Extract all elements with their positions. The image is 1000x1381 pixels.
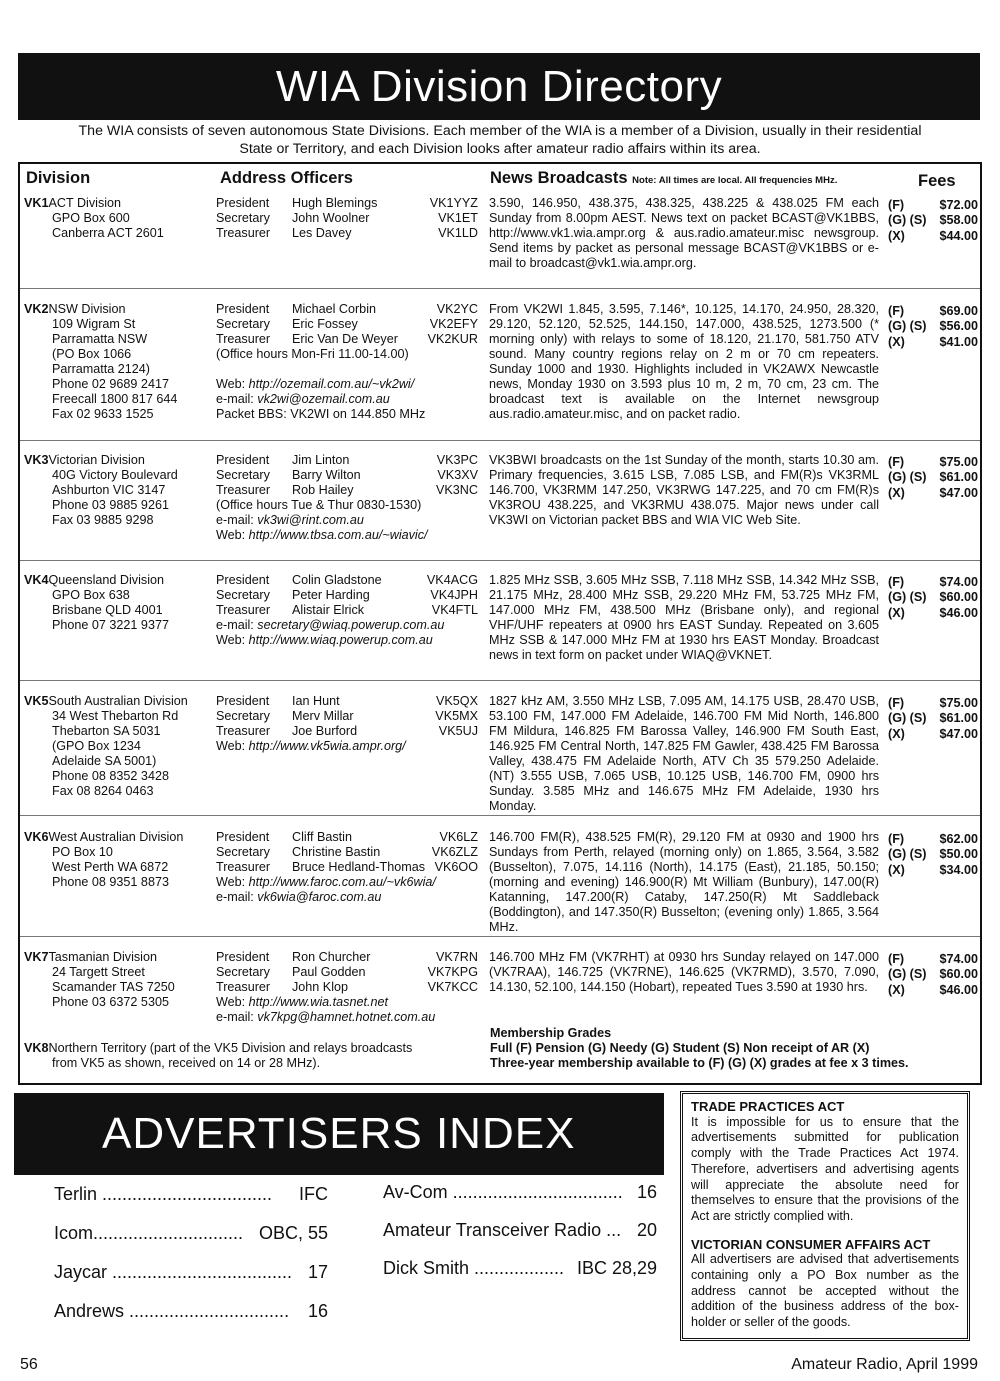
page-number: 56 bbox=[20, 1356, 38, 1373]
officer-role: President bbox=[216, 453, 270, 467]
contact-line[interactable]: Web: http://www.wia.tasnet.net bbox=[216, 995, 388, 1009]
fee-amount: $62.00 bbox=[939, 832, 978, 846]
officer-role: Treasurer bbox=[216, 980, 271, 994]
fee-row bbox=[888, 470, 978, 485]
division-officers bbox=[216, 830, 478, 905]
officer-row bbox=[216, 603, 478, 618]
news-broadcast-text: 1827 kHz AM, 3.550 MHz LSB, 7.095 AM, 14.175 USB, 28.470 USB, 53.100 FM, 147.000 FM Adelaide, 146.700 FM Mid North, 146.800 FM Mildura, 146.825 FM Barossa Valley, 146.900 FM South East, 146.925 FM Central North, 147.825 FM Gawler, 438.425 FM Barossa Valley, 438.475 FM Adelaide North, ATV Ch 35 579.250 Adelaide. (NT) 3.555 USB, 7.065 USB, 10.125 USB, 146.700 FM, 0900 hrs Sunday. 3.585 MHz and 146.675 MHz FM Adelaide, 1930 hrs Monday. bbox=[489, 694, 879, 813]
address-line: 24 Targett Street bbox=[52, 965, 145, 979]
officer-row bbox=[216, 980, 478, 995]
officer-row bbox=[216, 573, 478, 588]
officer-name: Alistair Elrick bbox=[292, 603, 365, 617]
officer-role: President bbox=[216, 830, 270, 844]
officer-role: Secretary bbox=[216, 709, 270, 723]
address-line: Adelaide SA 5001) bbox=[52, 754, 157, 768]
division-code: VK4 bbox=[24, 573, 49, 587]
intro-text: The WIA consists of seven autonomous State Divisions. Each member of the WIA is a member of a Division, usually in their residential State or Territory, and each Division looks after amateur radio affairs within its area. bbox=[78, 123, 922, 157]
advertiser-entry bbox=[54, 1184, 328, 1205]
address-line: Phone 08 8352 3428 bbox=[52, 769, 169, 783]
officer-row bbox=[216, 468, 478, 483]
fee-grade: (F) bbox=[888, 575, 905, 589]
fee-grade: (G) (S) bbox=[888, 319, 927, 334]
division-address bbox=[24, 950, 175, 1010]
officer-row bbox=[216, 317, 478, 332]
officer-callsign: VK7RN bbox=[436, 950, 478, 964]
contact-line[interactable]: Web: http://www.faroc.com.au/~vk6wia/ bbox=[216, 875, 436, 889]
notice-title: VICTORIAN CONSUMER AFFAIRS ACT bbox=[691, 1236, 931, 1252]
division-officers bbox=[216, 453, 478, 543]
division-officers bbox=[216, 694, 478, 754]
advertisers-title: ADVERTISERS INDEX bbox=[14, 1093, 664, 1175]
division-name: Victorian Division bbox=[48, 453, 145, 467]
fee-row bbox=[888, 198, 978, 213]
officer-role: Secretary bbox=[216, 468, 270, 482]
division-address bbox=[24, 453, 178, 528]
fee-amount: $41.00 bbox=[939, 334, 978, 349]
division-address bbox=[24, 830, 183, 890]
fee-amount: $44.00 bbox=[939, 228, 978, 243]
address-line: Thebarton SA 5031 bbox=[52, 724, 161, 738]
fee-amount: $69.00 bbox=[939, 304, 978, 318]
officer-callsign: VK6LZ bbox=[439, 830, 478, 844]
contact-line[interactable]: e-mail: secretary@wiaq.powerup.com.au bbox=[216, 618, 445, 632]
row-separator bbox=[20, 680, 980, 681]
officer-name: Barry Wilton bbox=[292, 468, 361, 482]
fee-amount: $75.00 bbox=[939, 455, 978, 469]
fee-row bbox=[888, 213, 978, 228]
officer-row bbox=[216, 830, 478, 845]
header-address: Address Officers bbox=[220, 169, 353, 187]
division-name: Tasmanian Division bbox=[48, 950, 157, 964]
row-separator bbox=[20, 560, 980, 561]
fee-amount: $60.00 bbox=[939, 967, 978, 982]
officer-name: Colin Gladstone bbox=[292, 573, 382, 587]
officer-name: Ian Hunt bbox=[292, 694, 340, 708]
division-code: VK5 bbox=[24, 694, 49, 708]
officer-callsign: VK1ET bbox=[438, 211, 478, 225]
fee-row bbox=[888, 847, 978, 862]
news-broadcast-text: 1.825 MHz SSB, 3.605 MHz SSB, 7.118 MHz SSB, 14.342 MHz SSB, 21.175 MHz, 28.400 MHz SSB, 29.220 MHz FM, 53.725 MHz FM, 147.000 MHz FM, 438.500 MHz (Brisbane only), and regional VHF/UHF repeaters at 0900 hrs EAST Sunday. Repeated on 3.605 MHz SSB & 147.000 MHz FM at 1930 hrs EAST Monday. Broadcast news in text form on packet under WIAQ@VKNET. bbox=[489, 573, 879, 662]
address-line: West Perth WA 6872 bbox=[52, 860, 169, 874]
fee-grade: (G) (S) bbox=[888, 213, 927, 228]
division-address bbox=[24, 302, 177, 422]
fee-amount: $60.00 bbox=[939, 590, 978, 605]
news-broadcast-text: 3.590, 146.950, 438.375, 438.325, 438.225 & 438.025 FM each Sunday from 8.00pm AEST. News text on packet BCAST@VK1BBS, http://www.vk1.wia.ampr.org & aus.radio.amateur.misc newsgroup. Send items by packet as personal message BCAST@VK1BBS or e-mail to broadcast@vk1.wia.ampr.org. bbox=[489, 196, 879, 270]
division-fees bbox=[888, 832, 978, 878]
division-address bbox=[24, 196, 164, 241]
division-name: ACT Division bbox=[48, 196, 122, 210]
address-line: GPO Box 600 bbox=[52, 211, 130, 225]
header-division: Division bbox=[26, 169, 91, 187]
fee-grade: (X) bbox=[888, 862, 905, 877]
officer-row bbox=[216, 483, 478, 498]
officer-row bbox=[216, 950, 478, 965]
fee-amount: $50.00 bbox=[939, 847, 978, 862]
address-line: Canberra ACT 2601 bbox=[52, 226, 164, 240]
fee-amount: $46.00 bbox=[939, 982, 978, 997]
advertiser-entry bbox=[383, 1220, 657, 1241]
division-fees bbox=[888, 304, 978, 350]
fee-amount: $75.00 bbox=[939, 696, 978, 710]
advertiser-page: 16 bbox=[636, 1182, 657, 1202]
division-fees bbox=[888, 575, 978, 621]
fee-grade: (G) (S) bbox=[888, 967, 927, 982]
fee-row bbox=[888, 455, 978, 470]
address-line: Scamander TAS 7250 bbox=[52, 980, 175, 994]
officer-role: Secretary bbox=[216, 588, 270, 602]
officer-role: Treasurer bbox=[216, 603, 271, 617]
fee-row bbox=[888, 863, 978, 878]
advertiser-page: IBC 28,29 bbox=[576, 1258, 657, 1278]
division-name: South Australian Division bbox=[48, 694, 188, 708]
notice-title: TRADE PRACTICES ACT bbox=[691, 1099, 845, 1114]
address-line: Phone 02 9689 2417 bbox=[52, 377, 169, 391]
address-line: Phone 07 3221 9377 bbox=[52, 618, 169, 632]
fee-row bbox=[888, 983, 978, 998]
fee-amount: $58.00 bbox=[939, 213, 978, 228]
officer-callsign: VK6ZLZ bbox=[431, 845, 478, 859]
row-separator bbox=[20, 440, 980, 441]
division-fees bbox=[888, 952, 978, 998]
fee-row bbox=[888, 606, 978, 621]
division-code: VK6 bbox=[24, 830, 49, 844]
officer-row bbox=[216, 860, 478, 875]
officer-name: Christine Bastin bbox=[292, 845, 381, 859]
address-line: 40G Victory Boulevard bbox=[52, 468, 178, 482]
address-line: Phone 03 6372 5305 bbox=[52, 995, 169, 1009]
division-name: Queensland Division bbox=[48, 573, 165, 587]
advertiser-name: Andrews ................................ bbox=[54, 1301, 290, 1321]
address-line: Ashburton VIC 3147 bbox=[52, 483, 166, 497]
officer-callsign: VK3NC bbox=[436, 483, 478, 497]
notice-text: All advertisers are advised that advertisements containing only a PO Box number as the address cannot be accepted without the addition of the business address of the box-holder or seller of the goods. bbox=[691, 1252, 959, 1330]
officer-row bbox=[216, 709, 478, 724]
officer-role: Treasurer bbox=[216, 226, 271, 240]
fee-amount: $74.00 bbox=[939, 575, 978, 589]
fee-row bbox=[888, 229, 978, 244]
officer-row bbox=[216, 588, 478, 603]
advertiser-name: Icom.............................. bbox=[54, 1223, 244, 1243]
fee-grade: (F) bbox=[888, 304, 905, 318]
address-line: (GPO Box 1234 bbox=[52, 739, 141, 753]
row-separator bbox=[20, 288, 980, 289]
officer-name: Joe Burford bbox=[292, 724, 358, 738]
advertiser-name: Amateur Transceiver Radio ... bbox=[383, 1220, 622, 1240]
notice-text: It is impossible for us to ensure that the advertisements submitted for publication comply with the Trade Practices Act 1974. Therefore, advertisers and advertising agents will appreciate the absolute need for themselves to ensure that the provisions of the Act are strictly complied with. bbox=[691, 1114, 959, 1223]
fee-row bbox=[888, 711, 978, 726]
division-address bbox=[24, 694, 188, 799]
fee-row bbox=[888, 952, 978, 967]
contact-line[interactable]: Web: http://www.vk5wia.ampr.org/ bbox=[216, 739, 406, 753]
fee-amount: $34.00 bbox=[939, 862, 978, 877]
officer-role: Secretary bbox=[216, 317, 270, 331]
fee-grade: (F) bbox=[888, 952, 905, 966]
division-officers bbox=[216, 950, 478, 1025]
division-code: VK1 bbox=[24, 196, 49, 210]
advertiser-name: Dick Smith .................. bbox=[383, 1258, 565, 1278]
officer-row bbox=[216, 453, 478, 468]
officer-name: John Klop bbox=[292, 980, 349, 994]
fee-amount: $47.00 bbox=[939, 726, 978, 741]
division-officers bbox=[216, 196, 478, 241]
fee-grade: (G) (S) bbox=[888, 590, 927, 605]
officer-role: Treasurer bbox=[216, 332, 271, 346]
news-broadcast-text: 146.700 MHz FM (VK7RHT) at 0930 hrs Sunday relayed on 147.000 (VK7RAA), 146.725 (VK7RNE), 146.625 (VK7RMD), 3.570, 7.090, 14.130, 52.100, 144.150 (Hobart), repeated Tues 3.590 at 1930 hrs. bbox=[489, 950, 879, 994]
officer-callsign: VK2EFY bbox=[429, 317, 478, 331]
address-line: Freecall 1800 817 644 bbox=[52, 392, 178, 406]
address-line: Fax 08 8264 0463 bbox=[52, 784, 154, 798]
division-fees bbox=[888, 198, 978, 244]
header-fees: Fees bbox=[918, 172, 956, 190]
officer-name: Hugh Blemings bbox=[292, 196, 378, 210]
fee-amount: $47.00 bbox=[939, 485, 978, 500]
officer-row bbox=[216, 226, 478, 241]
address-line: Fax 02 9633 1525 bbox=[52, 407, 154, 421]
fee-grade: (G) (S) bbox=[888, 470, 927, 485]
division-name: NSW Division bbox=[48, 302, 126, 316]
vk8-entry: VK8Northern Territory (part of the VK5 Division and relays broadcasts from VK5 as shown, received on 14 or 28 MHz). bbox=[24, 1041, 413, 1070]
division-officers bbox=[216, 573, 478, 648]
officer-callsign: VK4ACG bbox=[426, 573, 478, 587]
division-code: VK7 bbox=[24, 950, 49, 964]
address-line: Phone 08 9351 8873 bbox=[52, 875, 169, 889]
advertiser-page: OBC, 55 bbox=[258, 1223, 328, 1243]
address-line: Parramatta 2124) bbox=[52, 362, 151, 376]
contact-line[interactable]: Web: http://ozemail.com.au/~vk2wi/ bbox=[216, 377, 415, 391]
contact-line[interactable]: e-mail: vk6wia@faroc.com.au bbox=[216, 890, 382, 904]
fee-grade: (X) bbox=[888, 726, 905, 741]
officer-row bbox=[216, 845, 478, 860]
officer-callsign: VK3XV bbox=[437, 468, 478, 482]
officer-name: Bruce Hedland-Thomas bbox=[292, 860, 425, 874]
officer-name: Cliff Bastin bbox=[292, 830, 352, 844]
division-officers bbox=[216, 302, 478, 422]
fee-grade: (G) (S) bbox=[888, 847, 927, 862]
news-broadcast-text: VK3BWI broadcasts on the 1st Sunday of the month, starts 10.30 am. Primary frequencies, 3.615 LSB, 7.085 LSB, and FM(R)s VK3RML 146.700, VK3RMM 147.250, VK3RWG 147.225, and 70 cm FM(R)s VK3ROU 438.225, and VK3RMU 438.075. Major news under call VK3WI on Victorian packet BBS and WIA VIC Web Site. bbox=[489, 453, 879, 527]
officer-callsign: VK2YC bbox=[436, 302, 478, 316]
fee-grade: (F) bbox=[888, 198, 905, 212]
header-news: News Broadcasts Note: All times are local. All frequencies MHz. bbox=[490, 169, 838, 187]
advertiser-entry bbox=[54, 1301, 328, 1322]
officer-role: President bbox=[216, 573, 270, 587]
officer-callsign: VK1YYZ bbox=[429, 196, 478, 210]
officer-callsign: VK5UJ bbox=[438, 724, 478, 738]
fee-row bbox=[888, 832, 978, 847]
address-line: Brisbane QLD 4001 bbox=[52, 603, 163, 617]
officer-row bbox=[216, 724, 478, 739]
officer-callsign: VK7KPG bbox=[427, 965, 478, 979]
fee-grade: (X) bbox=[888, 982, 905, 997]
officer-role: Secretary bbox=[216, 965, 270, 979]
notices-box bbox=[680, 1091, 970, 1341]
fee-amount: $72.00 bbox=[939, 198, 978, 212]
advertiser-page: IFC bbox=[299, 1184, 328, 1204]
address-line: 109 Wigram St bbox=[52, 317, 136, 331]
officer-callsign: VK4JPH bbox=[430, 588, 478, 602]
officer-callsign: VK6OO bbox=[434, 860, 478, 874]
fee-amount: $74.00 bbox=[939, 952, 978, 966]
officer-row bbox=[216, 196, 478, 211]
advertiser-name: Jaycar .................................... bbox=[54, 1262, 293, 1282]
fee-row bbox=[888, 590, 978, 605]
row-separator bbox=[20, 936, 980, 937]
fee-amount: $46.00 bbox=[939, 605, 978, 620]
contact-line[interactable]: Web: http://www.tbsa.com.au/~wiavic/ bbox=[216, 528, 428, 542]
division-code: VK2 bbox=[24, 302, 49, 316]
officer-callsign: VK7KCC bbox=[427, 980, 478, 994]
officer-name: Paul Godden bbox=[292, 965, 366, 979]
fee-grade: (F) bbox=[888, 455, 905, 469]
officer-name: Rob Hailey bbox=[292, 483, 354, 497]
address-line: Fax 03 9885 9298 bbox=[52, 513, 154, 527]
officer-role: Secretary bbox=[216, 845, 270, 859]
fee-grade: (X) bbox=[888, 228, 905, 243]
fee-row bbox=[888, 727, 978, 742]
fee-grade: (G) (S) bbox=[888, 711, 927, 726]
officer-name: Michael Corbin bbox=[292, 302, 376, 316]
officer-role: Treasurer bbox=[216, 860, 271, 874]
advertiser-entry bbox=[54, 1262, 328, 1283]
fee-amount: $56.00 bbox=[939, 319, 978, 334]
membership-grades: Membership Grades Full (F) Pension (G) Needy (G) Student (S) Non receipt of AR (X) Three-year membership available to (F) (G) (X) grades at fee x 3 times. bbox=[490, 1026, 909, 1070]
fee-row bbox=[888, 335, 978, 350]
officer-role: President bbox=[216, 950, 270, 964]
address-line: GPO Box 638 bbox=[52, 588, 130, 602]
fee-row bbox=[888, 696, 978, 711]
officer-name: Eric Fossey bbox=[292, 317, 358, 331]
advertiser-entry bbox=[54, 1223, 328, 1244]
advertiser-page: 16 bbox=[307, 1301, 328, 1321]
row-separator bbox=[20, 815, 980, 816]
address-line: PO Box 10 bbox=[52, 845, 113, 859]
address-line: 34 West Thebarton Rd bbox=[52, 709, 179, 723]
fee-grade: (F) bbox=[888, 696, 905, 710]
contact-line: (Office hours Tue & Thur 0830-1530) bbox=[216, 498, 422, 512]
contact-line[interactable]: e-mail: vk2wi@ozemail.com.au bbox=[216, 392, 390, 406]
advertiser-page: 17 bbox=[307, 1262, 328, 1282]
officer-row bbox=[216, 211, 478, 226]
officer-callsign: VK3PC bbox=[436, 453, 478, 467]
officer-name: Merv Millar bbox=[292, 709, 354, 723]
fee-row bbox=[888, 575, 978, 590]
contact-line: Packet BBS: VK2WI on 144.850 MHz bbox=[216, 407, 426, 421]
officer-role: Treasurer bbox=[216, 724, 271, 738]
fee-grade: (F) bbox=[888, 832, 905, 846]
officer-name: John Woolner bbox=[292, 211, 370, 225]
fee-grade: (X) bbox=[888, 334, 905, 349]
fee-row bbox=[888, 304, 978, 319]
officer-callsign: VK2KUR bbox=[427, 332, 478, 346]
division-fees bbox=[888, 455, 978, 501]
officer-role: President bbox=[216, 694, 270, 708]
officer-name: Les Davey bbox=[292, 226, 352, 240]
officer-callsign: VK5QX bbox=[436, 694, 478, 708]
division-name: West Australian Division bbox=[48, 830, 184, 844]
officer-callsign: VK4FTL bbox=[431, 603, 478, 617]
advertiser-name: Av-Com .................................. bbox=[383, 1182, 623, 1202]
address-line: (PO Box 1066 bbox=[52, 347, 132, 361]
magazine-issue: Amateur Radio, April 1999 bbox=[791, 1356, 978, 1373]
news-broadcast-text: 146.700 FM(R), 438.525 FM(R), 29.120 FM at 0930 and 1900 hrs Sundays from Perth, relayed (morning only) on 1.865, 3.564, 3.582 (Busselton), 7.075, 14.116 (North), 14.175 (East), 21.185, 50.150; (morning and evening) 146.900(R) Mt William (Bunbury), 147.00(R) Katanning, 147.200(R) Cataby, 147.250(R) Mt Saddleback (Boddington), and 147.350(R) Busselton; (evening only) 1.865, 3.564 MHz. bbox=[489, 830, 879, 934]
officer-callsign: VK5MX bbox=[435, 709, 478, 723]
fee-row bbox=[888, 967, 978, 982]
advertiser-entry bbox=[383, 1258, 657, 1279]
page-title: WIA Division Directory bbox=[18, 53, 980, 120]
officer-name: Peter Harding bbox=[292, 588, 370, 602]
contact-line[interactable]: e-mail: vk3wi@rint.com.au bbox=[216, 513, 364, 527]
officer-name: Jim Linton bbox=[292, 453, 350, 467]
division-code: VK3 bbox=[24, 453, 49, 467]
address-line: Phone 03 9885 9261 bbox=[52, 498, 169, 512]
fee-amount: $61.00 bbox=[939, 470, 978, 485]
news-broadcast-text: From VK2WI 1.845, 3.595, 7.146*, 10.125, 14.170, 24.950, 28.320, 29.120, 52.120, 52.525, 144.150, 147.000, 438.525, 1273.500 (* morning only) with relays to some of 18.120, 21.170, 581.750 ATV sound. Many country regions relay on 2 m or 70 cm repeaters. Sunday 1000 and 1930. Highlights included in VK2AWX Newcastle news, Monday 1930 on 3.593 plus 10 m, 2 m, 70 cm, 23 cm. The broadcast text is available on the Internet newsgroup aus.radio.amateur.misc, and on packet radio. bbox=[489, 302, 879, 421]
officer-role: President bbox=[216, 302, 270, 316]
officer-row bbox=[216, 694, 478, 709]
officer-row bbox=[216, 332, 478, 347]
officer-row bbox=[216, 302, 478, 317]
contact-line[interactable]: Web: http://www.wiaq.powerup.com.au bbox=[216, 633, 433, 647]
officer-name: Eric Van De Weyer bbox=[292, 332, 398, 346]
division-fees bbox=[888, 696, 978, 742]
fee-row bbox=[888, 319, 978, 334]
fee-grade: (X) bbox=[888, 605, 905, 620]
address-line: Parramatta NSW bbox=[52, 332, 148, 346]
officer-row bbox=[216, 965, 478, 980]
officer-role: President bbox=[216, 196, 270, 210]
officer-role: Secretary bbox=[216, 211, 270, 225]
officer-role: Treasurer bbox=[216, 483, 271, 497]
fee-grade: (X) bbox=[888, 485, 905, 500]
fee-row bbox=[888, 486, 978, 501]
contact-line bbox=[216, 362, 478, 377]
contact-line[interactable]: e-mail: vk7kpg@hamnet.hotnet.com.au bbox=[216, 1010, 436, 1024]
advertiser-page: 20 bbox=[636, 1220, 657, 1240]
fee-amount: $61.00 bbox=[939, 711, 978, 726]
officer-name: Ron Churcher bbox=[292, 950, 371, 964]
officer-callsign: VK1LD bbox=[438, 226, 478, 240]
contact-line: (Office hours Mon-Fri 11.00-14.00) bbox=[216, 347, 409, 361]
advertiser-name: Terlin .................................. bbox=[54, 1184, 273, 1204]
division-address bbox=[24, 573, 169, 633]
advertiser-entry bbox=[383, 1182, 657, 1203]
